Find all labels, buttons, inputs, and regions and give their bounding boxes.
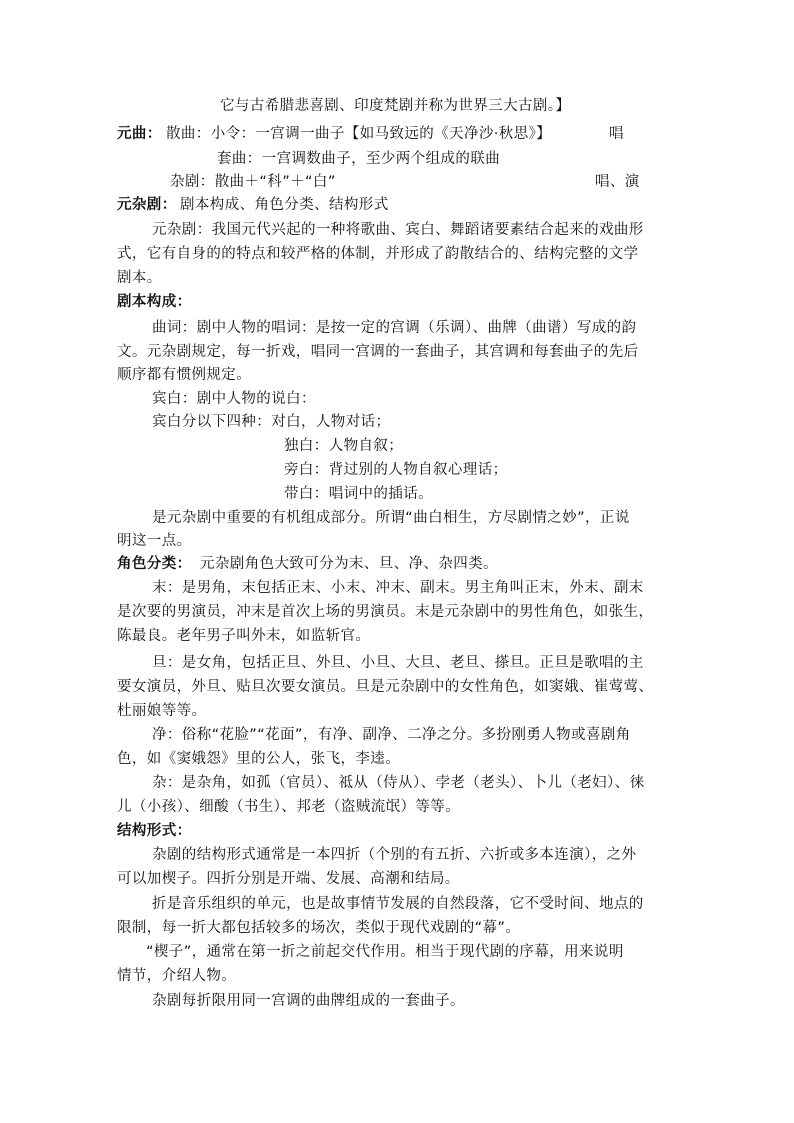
text-line: 明这一点。 — [117, 533, 192, 549]
heading-yuanzaju: 元杂剧： — [117, 197, 177, 213]
text-line: 杜丽娘等等。 — [117, 703, 207, 719]
text-line: 色，如《窦娥怨》里的公人，张飞，李逵。 — [117, 751, 401, 767]
text-line: 它与古希腊悲喜剧、印度梵剧并称为世界三大古剧。】 — [220, 98, 571, 114]
text-line: 是元杂剧中重要的有机组成部分。所谓“曲白相生，方尽剧情之妙”，正说 — [152, 510, 630, 526]
heading-juese: 角色分类： — [117, 556, 192, 572]
text-line: 唱、演 — [595, 174, 640, 190]
text-line: 带白：唱词中的插话。 — [284, 486, 433, 502]
text-line: 末：是男角，末包括正末、小末、冲末、副末。男主角叫正末，外末、副末 — [152, 580, 644, 596]
heading-yuanqu: 元曲： — [117, 126, 162, 142]
text-line: 宾白分以下四种：对白，人物对话； — [152, 414, 391, 430]
text-line: 可以加楔子。四折分别是开端、发展、高潮和结局。 — [117, 871, 460, 887]
text-line: 杂剧每折限用同一宫调的曲牌组成的一套曲子。 — [152, 993, 465, 1009]
text-line: 旦：是女角，包括正旦、外旦、小旦、大旦、老旦、搽旦。正旦是歌唱的主 — [152, 655, 644, 671]
text-line: 情节，介绍人物。 — [117, 968, 237, 984]
text-line: 陈最良。老年男子叫外末，如监斩官。 — [117, 628, 371, 644]
text-line: 儿（小孩）、细酸（书生）、邦老（盗贼流氓）等等。 — [117, 799, 461, 815]
text-line: 剧本。 — [117, 270, 162, 286]
heading-juben: 剧本构成： — [117, 294, 192, 310]
text-line: 曲词：剧中人物的唱词：是按一定的宫调（乐调）、曲牌（曲谱）写成的韵 — [152, 320, 637, 336]
text-line: “楔子”，通常在第一折之前起交代作用。相当于现代剧的序幕，用来说明 — [146, 944, 624, 960]
text-line: 套曲：一宫调数曲子，至少两个组成的联曲 — [217, 151, 501, 167]
text-line: 折是音乐组织的单元，也是故事情节发展的自然段落，它不受时间、地点的 — [152, 896, 644, 912]
text-line: 独白：人物自叙； — [284, 438, 404, 454]
text-line: 唱 — [609, 126, 624, 142]
text-line: 旁白：背过别的人物自叙心理话； — [284, 462, 508, 478]
text-line: 式，它有自身的的特点和较严格的体制，并形成了韵散结合的、结构完整的文学 — [117, 246, 639, 262]
text-line: 剧本构成、角色分类、结构形式 — [180, 197, 389, 213]
text-line: 净：俗称“花脸”“花面”，有净、副净、二净之分。多扮刚勇人物或喜剧角 — [152, 727, 631, 743]
text-line: 要女演员，外旦、贴旦次要女演员。旦是元杂剧中的女性角色，如窦娥、崔莺莺、 — [117, 679, 654, 695]
text-line: 元杂剧：我国元代兴起的一种将歌曲、宾白、舞蹈诸要素结合起来的戏曲形 — [152, 222, 644, 238]
text-line: 杂剧的结构形式通常是一本四折（个别的有五折、六折或多本连演），之外 — [152, 847, 637, 863]
text-line: 文。元杂剧规定，每一折戏，唱同一宫调的一套曲子，其宫调和每套曲子的先后 — [117, 344, 639, 360]
text-line: 杂剧：散曲＋“科”＋“白” — [170, 174, 336, 190]
text-line: 杂：是杂角，如孤（官员）、祗从（侍从）、孛老（老头）、卜儿（老妇）、徕 — [152, 775, 645, 791]
heading-jiegou: 结构形式： — [117, 823, 192, 839]
text-line: 元杂剧角色大致可分为末、旦、净、杂四类。 — [200, 556, 498, 572]
text-line: 顺序都有惯例规定。 — [117, 367, 252, 383]
text-line: 限制，每一折大都包括较多的场次，类似于现代戏剧的“幕”。 — [117, 920, 521, 936]
text-line: 散曲：小令：一宫调一曲子【如马致远的《天净沙·秋思》】 — [166, 126, 552, 142]
text-line: 宾白：剧中人物的说白： — [152, 391, 316, 407]
text-line: 是次要的男演员，冲末是首次上场的男演员。末是元杂剧中的男性角色，如张生， — [117, 604, 654, 620]
